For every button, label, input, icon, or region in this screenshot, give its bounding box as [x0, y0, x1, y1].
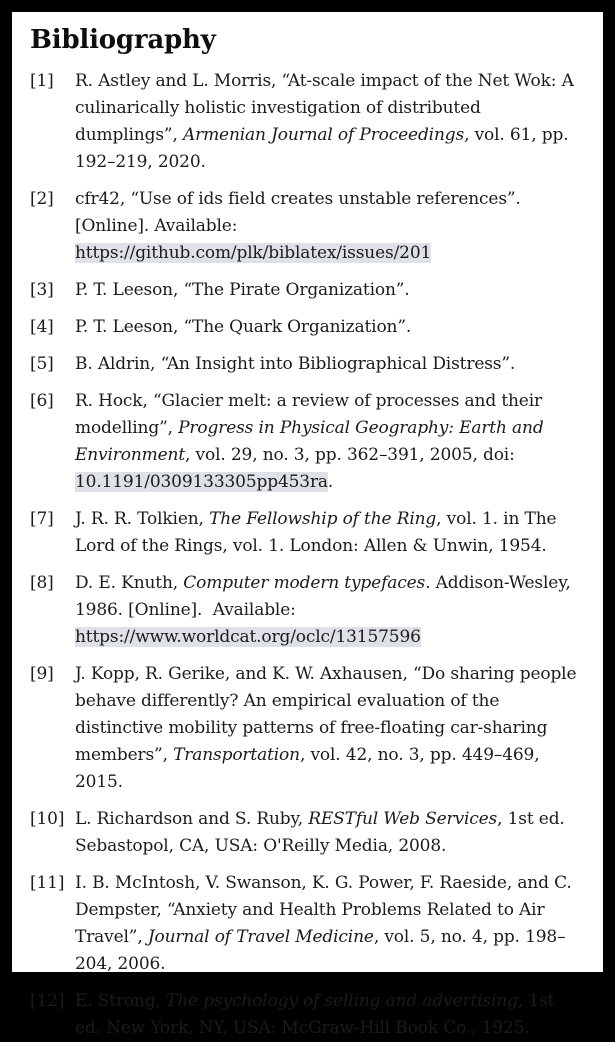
bibliography-list [30, 68, 585, 1042]
citation-text: Transportation [173, 745, 300, 765]
citation-link[interactable]: https://github.com/plk/biblatex/issues/201 [75, 243, 432, 263]
citation-text: , vol. 1. in The Lord of the Rings, vol. 1. London: Allen & Unwin, 1954. [75, 509, 557, 556]
entry-text [75, 506, 585, 560]
entry-number: [10] [30, 809, 65, 829]
entry-text [75, 351, 585, 378]
citation-text: , vol. 29, no. 3, pp. 362–391, 2005, doi: [185, 445, 515, 465]
entry-number: [3] [30, 280, 54, 300]
entry-text [75, 661, 585, 796]
citation-link[interactable]: 10.1191/0309133305pp453ra [75, 472, 328, 492]
document-page [12, 12, 603, 1038]
citation-text: , vol. 5, no. 4, pp. 198–204, 2006. [75, 927, 566, 974]
citation-text: E. Strong, [75, 991, 167, 1011]
bib-entry [30, 314, 585, 341]
citation-text: P. T. Leeson, “The Quark Organization”. [75, 317, 412, 337]
bib-entry [30, 186, 585, 267]
citation-link[interactable]: https://www.worldcat.org/oclc/13157596 [75, 627, 421, 647]
entry-number: [9] [30, 664, 54, 684]
citation-text: The Fellowship of the Ring [209, 509, 437, 529]
entry-number: [2] [30, 189, 54, 209]
page-title: Bibliography [30, 25, 216, 55]
citation-text: I. B. McIntosh, V. Swanson, K. G. Power, F. Raeside, and C. Dempster, “Anxiety and Health Problems Related to Air Travel”, [75, 873, 572, 947]
citation-text: RESTful Web Services [308, 809, 498, 829]
bib-entry [30, 570, 585, 651]
citation-text: Armenian Journal of Proceedings [182, 125, 465, 145]
citation-text: R. Hock, “Glacier melt: a review of processes and their modelling”, [75, 391, 542, 438]
bib-entry [30, 68, 585, 176]
entry-number: [11] [30, 873, 65, 893]
bib-entry [30, 870, 585, 978]
bib-entry [30, 351, 585, 378]
citation-text: cfr42, “Use of ids field creates unstable references”. [Online]. Available: [75, 189, 521, 236]
citation-text: Progress in Physical Geography: Earth and Environment [75, 418, 544, 465]
citation-text: . Addison-Wesley, 1986. [Online]. Available: [75, 573, 571, 620]
entry-number: [6] [30, 391, 54, 411]
bib-entry [30, 388, 585, 496]
entry-number: [8] [30, 573, 54, 593]
citation-text: , 1st ed. Sebastopol, CA, USA: O'Reilly Media, 2008. [75, 809, 565, 856]
entry-text [75, 806, 585, 860]
bib-entry [30, 661, 585, 796]
citation-text: , vol. 61, pp. 192–219, 2020. [75, 125, 569, 172]
citation-text: Journal of Travel Medicine [147, 927, 374, 947]
entry-text [75, 988, 585, 1042]
entry-number: [4] [30, 317, 54, 337]
entry-number: [7] [30, 509, 54, 529]
citation-text: L. Richardson and S. Ruby, [75, 809, 309, 829]
entry-text [75, 388, 585, 496]
citation-text: R. Astley and L. Morris, “At-scale impact of the Net Wok: A culinarically holistic investigation of distributed dumplings”, [75, 71, 574, 145]
citation-text: The psychology of selling and advertising [166, 991, 518, 1011]
bib-entry [30, 506, 585, 560]
entry-number: [5] [30, 354, 54, 374]
bib-entry [30, 988, 585, 1042]
entry-text [75, 68, 585, 176]
entry-number: [12] [30, 991, 65, 1011]
citation-text: , vol. 42, no. 3, pp. 449–469, 2015. [75, 745, 540, 792]
entry-text [75, 870, 585, 978]
citation-text: B. Aldrin, “An Insight into Bibliographical Distress”. [75, 354, 516, 374]
bib-entry [30, 277, 585, 304]
citation-text: Computer modern typefaces [183, 573, 426, 593]
citation-text: J. R. R. Tolkien, [75, 509, 210, 529]
citation-text: , 1st ed. New York, NY, USA: McGraw-Hill Book Co., 1925. [75, 991, 555, 1038]
entry-text [75, 186, 585, 267]
entry-number: [1] [30, 71, 54, 91]
entry-text [75, 314, 585, 341]
citation-text: J. Kopp, R. Gerike, and K. W. Axhausen, “Do sharing people behave differently? An empirical evaluation of the distinctive mobility patterns of free-floating car-sharing members”, [75, 664, 577, 765]
citation-text: P. T. Leeson, “The Pirate Organization”. [75, 280, 410, 300]
citation-text: . [327, 472, 334, 492]
bib-entry [30, 806, 585, 860]
citation-text: D. E. Knuth, [75, 573, 184, 593]
entry-text [75, 277, 585, 304]
entry-text [75, 570, 585, 651]
